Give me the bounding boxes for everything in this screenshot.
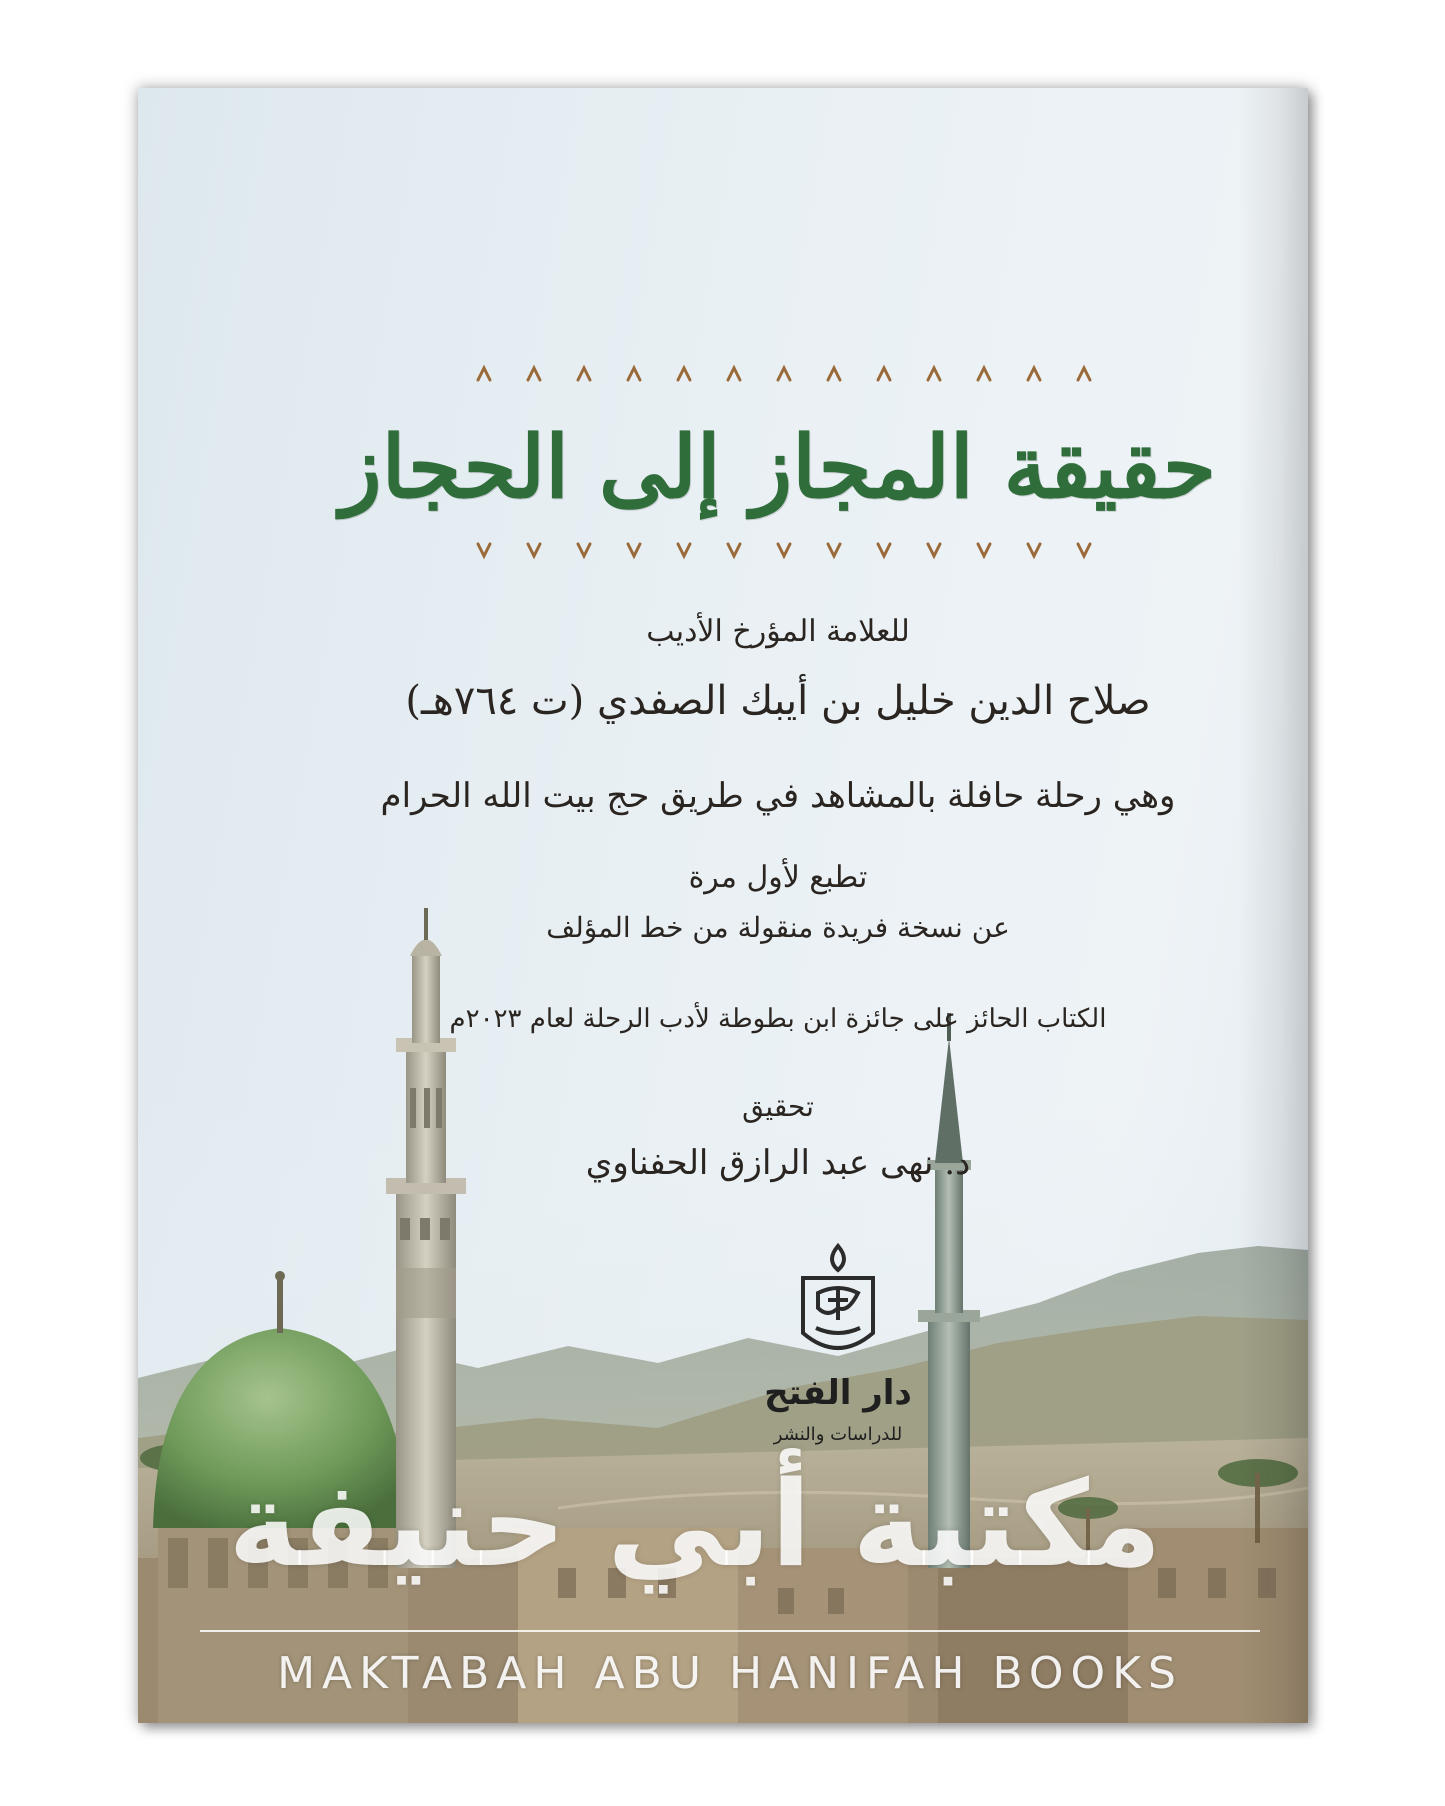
calligraphic-seal-icon: [778, 1238, 898, 1372]
ornament-top: [438, 358, 1138, 388]
book-description: وهي رحلة حافلة بالمشاهد في طريق حج بيت الله الحرام: [380, 776, 1176, 816]
watermark-divider: [200, 1630, 1260, 1632]
editor-name: د. نهى عبد الرازق الحفناوي: [585, 1143, 971, 1183]
ornament-bottom: [438, 536, 1138, 566]
book-title: حقيقة المجاز إلى الحجاز: [340, 417, 1216, 518]
award-note: الكتاب الحائز على جائزة ابن بطوطة لأدب الرحلة لعام ٢٠٢٣م: [449, 1004, 1107, 1034]
author-name: صلاح الدين خليل بن أيبك الصفدي (ت ٧٦٤هـ): [405, 678, 1151, 724]
manuscript-note: عن نسخة فريدة منقولة من خط المؤلف: [546, 911, 1010, 944]
author-prefix: للعلامة المؤرخ الأديب: [646, 614, 910, 649]
first-print-note: تطبع لأول مرة: [688, 860, 868, 895]
editor-label: تحقيق: [742, 1090, 814, 1123]
publisher-name: دار الفتح: [764, 1373, 912, 1413]
publisher-subtitle: للدراسات والنشر: [773, 1424, 903, 1445]
watermark-english: MAKTABAH ABU HANIFAH BOOKS: [277, 1648, 1183, 1699]
watermark-arabic: مكتبة أبي حنيفة: [228, 1455, 1162, 1593]
